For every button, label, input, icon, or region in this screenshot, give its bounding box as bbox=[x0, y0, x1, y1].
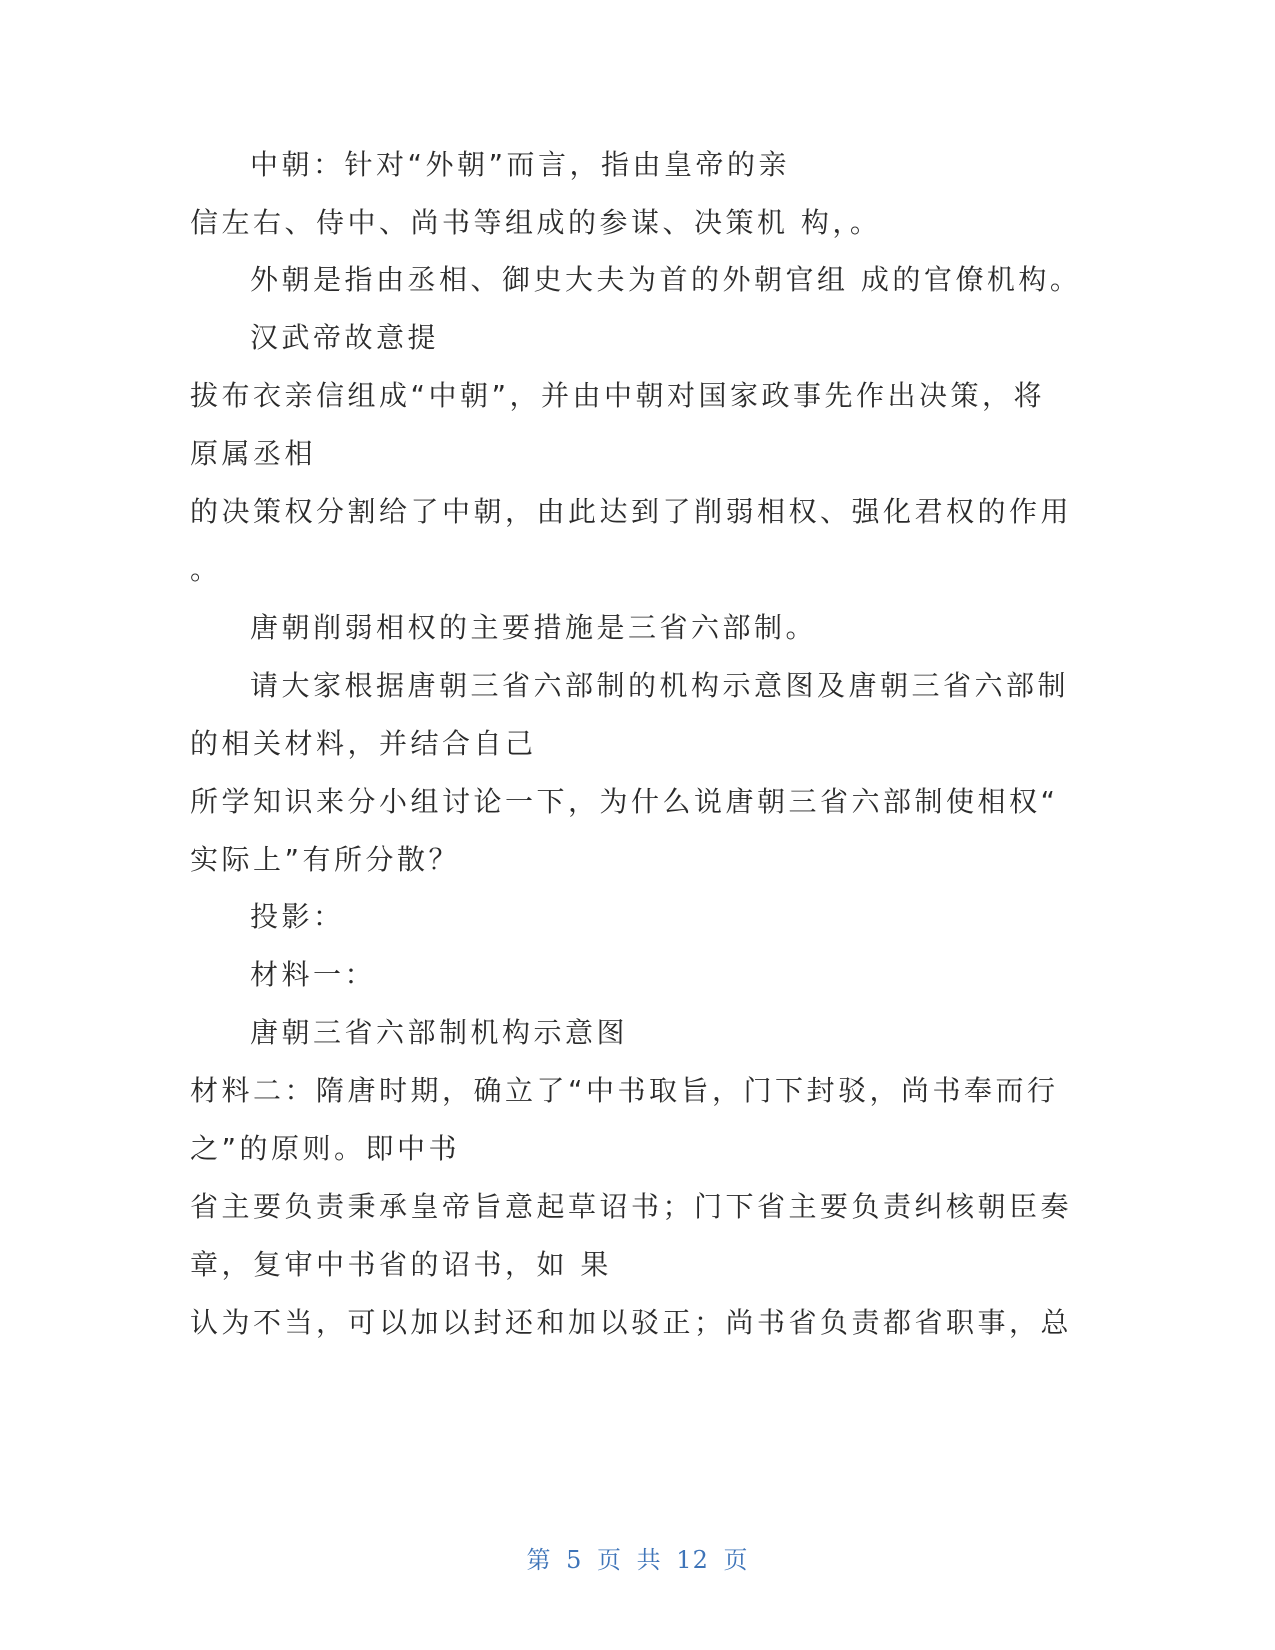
text-line: 拔布衣亲信组成“中朝”，并由中朝对国家政事先作出决策，将 bbox=[190, 379, 1046, 412]
text-line: 外朝是指由丞相、御史大夫为首的外朝官组 成的官僚机构。 bbox=[250, 263, 1082, 296]
text-line: 信左右、侍中、尚书等组成的参谋、决策机 构，。 bbox=[190, 206, 882, 239]
text-line: 原属丞相 bbox=[190, 437, 317, 470]
text-line: 请大家根据唐朝三省六部制的机构示意图及唐朝三省六部制 bbox=[250, 669, 1070, 702]
text-line: 。 bbox=[190, 553, 222, 586]
text-line: 章，复审中书省的诏书，如 果 bbox=[190, 1248, 612, 1281]
text-line: 汉武帝故意提 bbox=[250, 321, 440, 354]
text-line: 实际上”有所分散？ bbox=[190, 843, 461, 876]
text-line: 之”的原则。即中书 bbox=[190, 1132, 461, 1165]
text-line: 材料二：隋唐时期，确立了“中书取旨，门下封驳，尚书奉而行 bbox=[190, 1074, 1059, 1107]
text-line: 材料一： bbox=[250, 958, 377, 991]
text-line: 唐朝削弱相权的主要措施是三省六部制。 bbox=[250, 611, 818, 644]
text-line: 中朝：针对“外朝”而言，指由皇帝的亲 bbox=[250, 148, 791, 181]
text-line: 的决策权分割给了中朝，由此达到了削弱相权、强化君权的作用 bbox=[190, 495, 1073, 528]
text-line: 投影： bbox=[250, 900, 345, 933]
text-line: 认为不当，可以加以封还和加以驳正；尚书省负责都省职事，总 bbox=[190, 1306, 1073, 1339]
text-line: 唐朝三省六部制机构示意图 bbox=[250, 1016, 629, 1049]
text-line: 的相关材料，并结合自己 bbox=[190, 727, 537, 760]
text-line: 省主要负责秉承皇帝旨意起草诏书；门下省主要负责纠核朝臣奏 bbox=[190, 1190, 1073, 1223]
page-number-footer: 第 5 页 共 12 页 bbox=[526, 1546, 749, 1574]
text-line: 所学知识来分小组讨论一下，为什么说唐朝三省六部制使相权“ bbox=[190, 785, 1059, 818]
